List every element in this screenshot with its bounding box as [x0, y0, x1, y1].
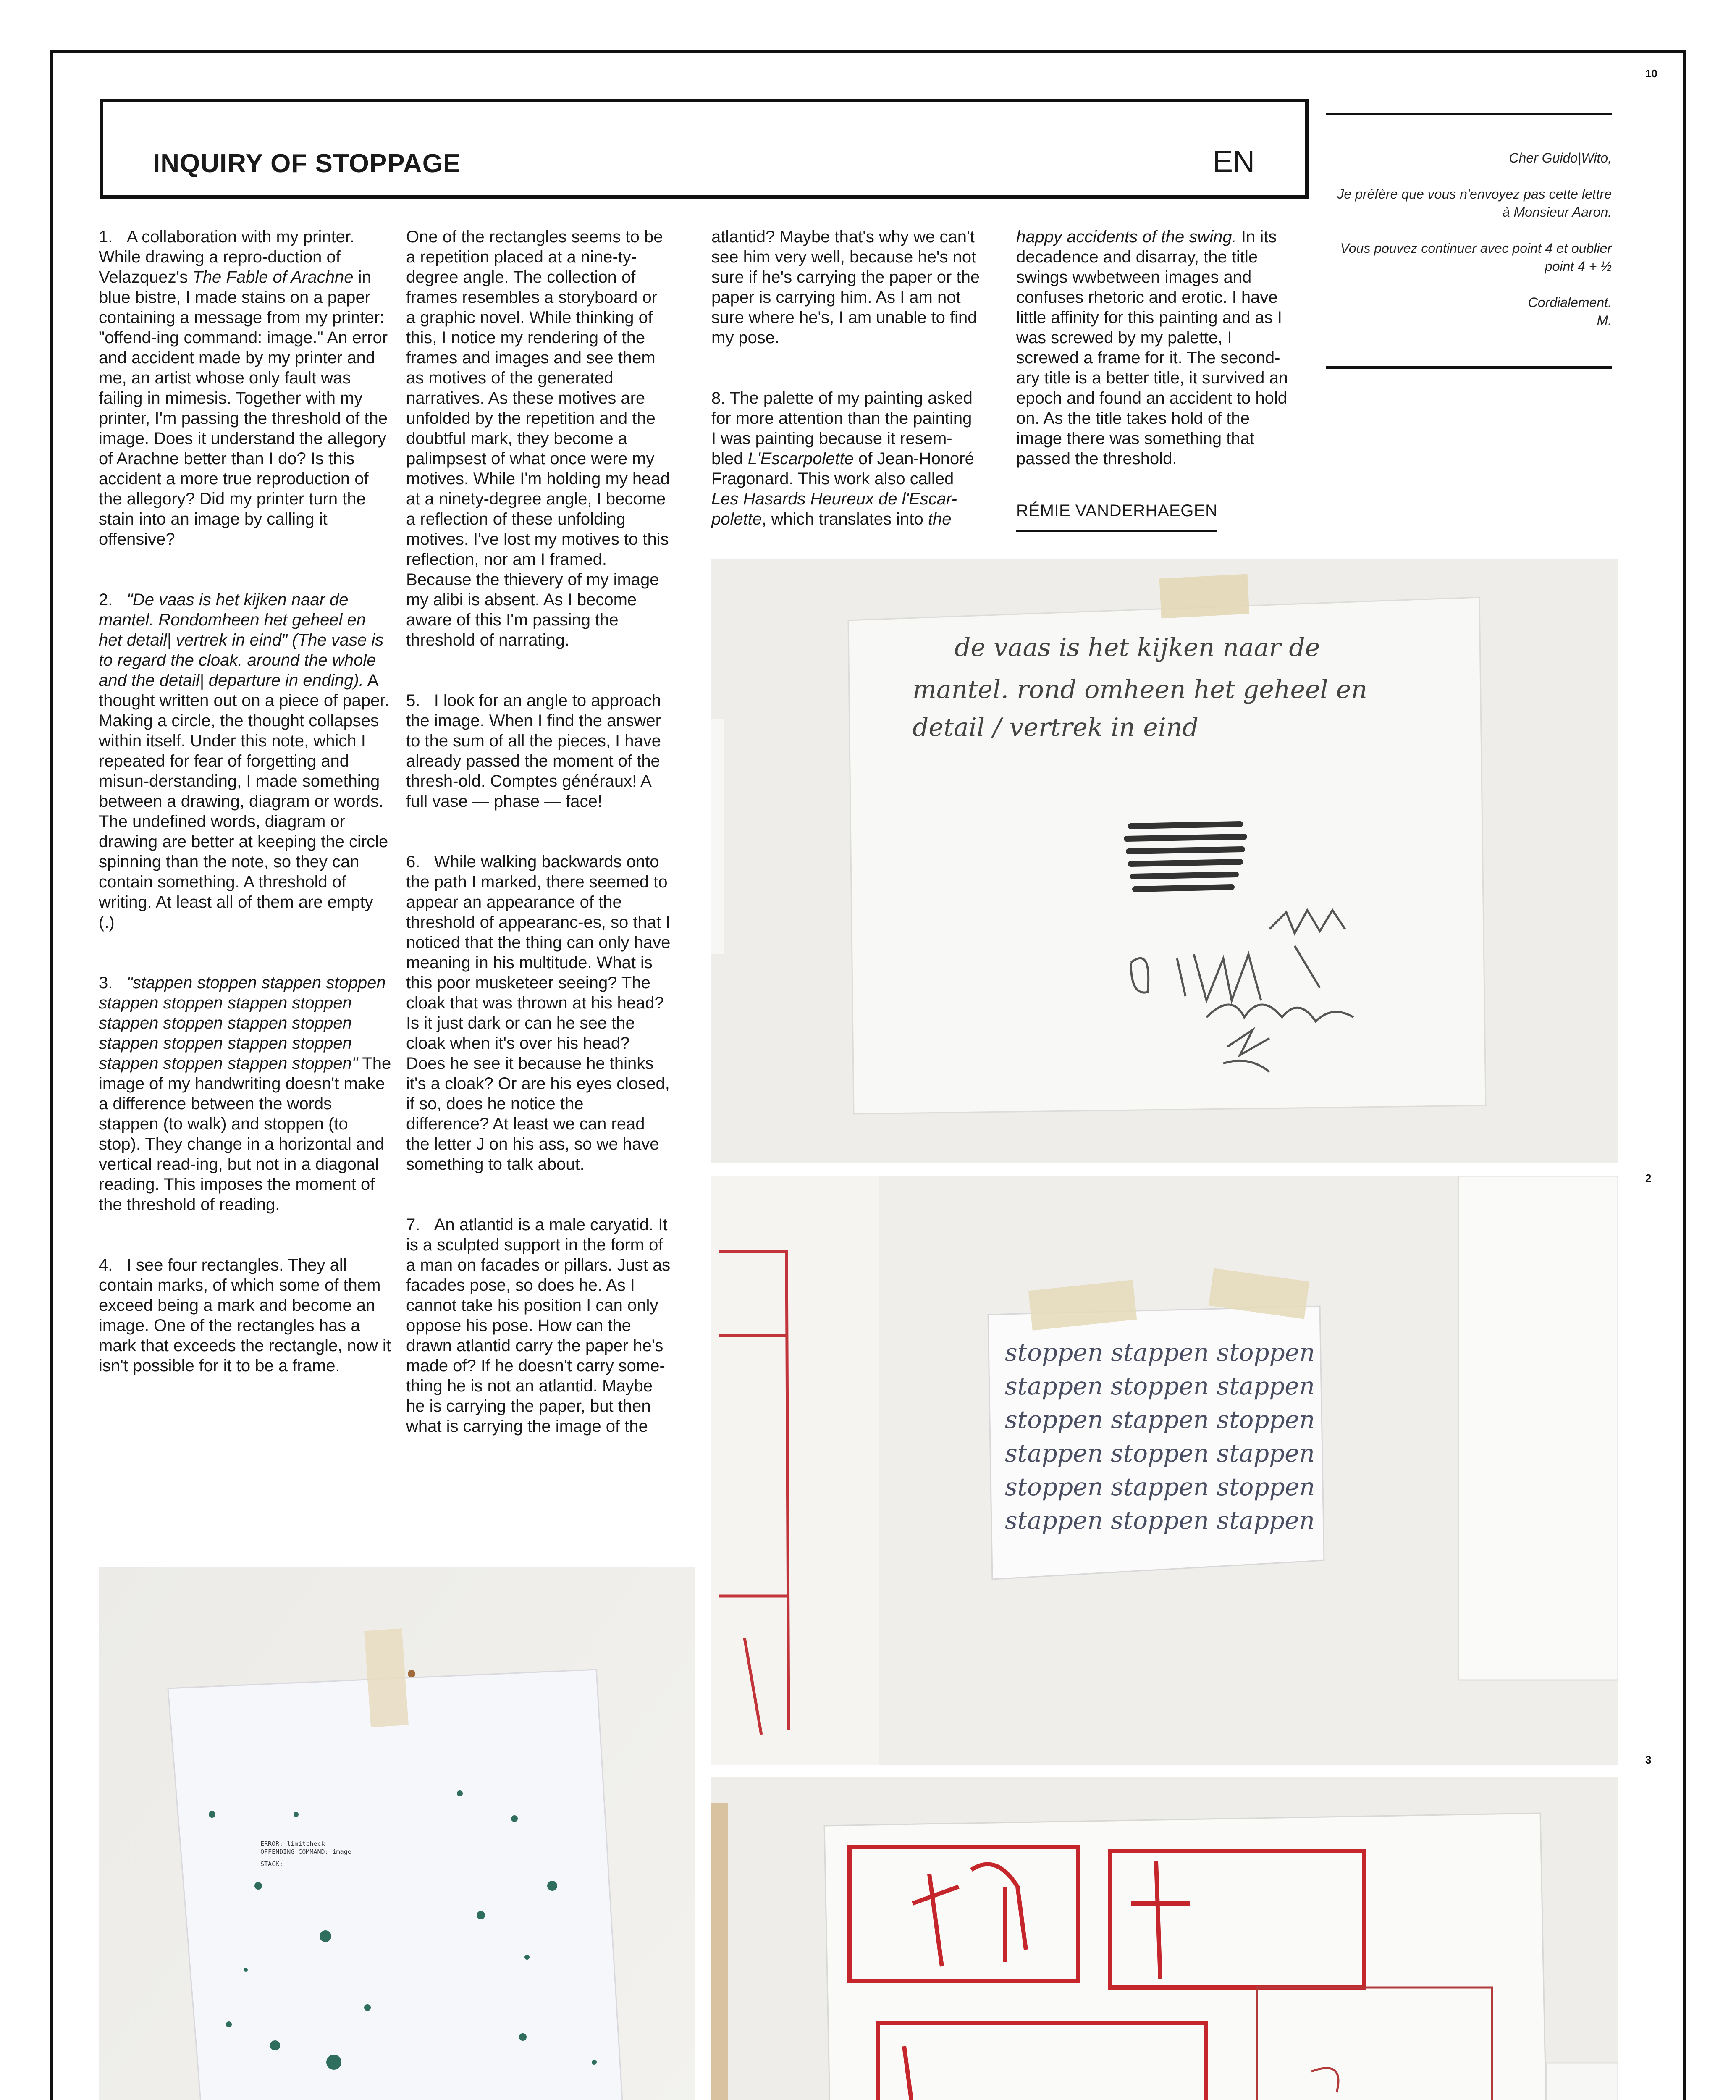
- paragraph-4: 4. I see four rectangles. They all contain marks, of which some of them exceed being a mark and become an image. One of the rectangles has a mark that exceeds the rectangle, now it isn't possible for it to be a frame.: [99, 1256, 391, 1375]
- page-title: INQUIRY OF STOPPAGE: [153, 149, 461, 178]
- photo-3-stappen-note: [711, 1176, 1618, 1765]
- note-line-2: mantel. rond omheen het geheel en: [913, 675, 1367, 704]
- photo-4-image: [711, 1777, 1618, 2100]
- paragraph-8: 8. The palette of my painting asked for more attention than the painting I was painting because it resem-bled L'Escarpolette of Jean-Honoré Fragonard. This work also called Les Hasards Heureux de l'Escar-polette, which translates into the: [711, 389, 974, 528]
- stappen-line: stoppen stappen stoppen: [1005, 1473, 1315, 1501]
- letter-top-rule: [1326, 113, 1612, 116]
- error-line-3: STACK:: [260, 1860, 283, 1868]
- header-box: [100, 99, 1309, 199]
- figure-number-2: 2: [1645, 1172, 1652, 1184]
- stappen-line: stappen stoppen stappen: [1005, 1506, 1315, 1535]
- letter-initial: M.: [1597, 313, 1612, 328]
- paragraph-1: 1. A collaboration with my printer. While drawing a repro-duction of Velazquez's The Fable of Arachne in blue bistre, I made stains on a paper containing a message from my printer: "offend-ing command: image." An error and accident made by my printer and me, an artist whose only fault was failing in mimesis. Together with my printer, I'm passing the threshold of the image. Does it understand the allegory of Arachne better than I do? Is this accident a more true reproduction of the allegory? Did my printer turn the stain into an image by calling it offensive?: [99, 228, 388, 549]
- text-column-3: [711, 227, 980, 529]
- text-column-4: [1016, 227, 1289, 469]
- letter-line: Vous pouvez continuer avec point 4 et oublier point 4 + ½: [1340, 241, 1612, 274]
- note-line-1: de vaas is het kijken naar de: [955, 633, 1320, 662]
- paragraph-5: 5. I look for an angle to approach the image. When I find the answer to the sum of all the pieces, I have already passed the moment of the thresh-old. Comptes généraux! A full vase — phase — face!: [406, 691, 661, 811]
- photo-4-red-rectangles: [711, 1777, 1618, 2100]
- error-line-2: OFFENDING COMMAND: image: [260, 1848, 351, 1856]
- stappen-line: stappen stoppen stappen: [1005, 1439, 1315, 1467]
- paragraph-7: 7. An atlantid is a male caryatid. It is a sculpted support in the form of a man on facades or pillars. Just as facades pose, so does he. As I cannot take his position I can only oppose his pose. How can the drawn atlantid carry the paper he's made of? If he doesn't carry some-thing he is not an atlantid. Maybe he is carrying the paper, but then what is carrying the image of the: [406, 1215, 671, 1436]
- paragraph-3: 3. "stappen stoppen stappen stoppen stappen stoppen stappen stoppen stappen stoppen stappen stoppen stappen stoppen stappen stoppen stappen stoppen stappen stoppen" The image of my handwriting doesn't make a difference between the words stappen (to walk) and stoppen (to stop). They change in a horizontal and vertical read-ing, but not in a diagonal reading. This imposes the moment of the threshold of reading.: [99, 974, 391, 1214]
- paragraph-6: 6. While walking backwards onto the path I marked, there seemed to appear an appearance of the threshold of appearanc-es, so that I noticed that the thing can only have meaning in his multitude. What is this poor musketeer seeing? The cloak that was thrown at his head? Is it just dark or can he see the cloak when it's over his head? Does he see it because he thinks it's a cloak? Or are his eyes closed, if so, does he notice the difference? At least we can read the letter J on his ass, so we have something to talk about.: [406, 853, 671, 1173]
- letter-closing: Cordialement.: [1528, 295, 1612, 310]
- photo-2-handwritten-note: [711, 559, 1618, 1163]
- photo-1-image: [99, 1567, 695, 2100]
- paragraph-4-continued: One of the rectangles seems to be a repetition placed at a nine-ty-degree angle. The collection of frames resembles a storyboard or a graphic novel. While thinking of this, I notice my rendering of the frames and images and see them as motives of the generated narratives. As these motives are unfolded by the repetition and the doubtful mark, they become a palimpsest of what once were my motives. While I'm holding my head at a ninety-degree angle, I become a reflection of these unfolding motives. I've lost my motives to this reflection, nor am I framed. Because the thievery of my image my alibi is absent. As I become aware of this I'm passing the threshold of narrating.: [406, 228, 670, 649]
- figure-number-3: 3: [1645, 1754, 1652, 1766]
- text-column-1: [99, 227, 393, 1376]
- stappen-line: stoppen stappen stoppen: [1005, 1338, 1315, 1367]
- note-line-3: detail / vertrek in eind: [913, 713, 1199, 742]
- author-signature: RÉMIE VANDERHAEGEN: [1016, 501, 1217, 532]
- stappen-line: stappen stoppen stappen: [1005, 1372, 1315, 1400]
- error-line-1: ERROR: limitcheck: [260, 1840, 325, 1848]
- stappen-line: stoppen stappen stoppen: [1005, 1405, 1315, 1434]
- text-column-2: [406, 227, 671, 1436]
- photo-3-image: [711, 1176, 1618, 1765]
- language-label: EN: [1212, 145, 1255, 178]
- paragraph-2: 2. "De vaas is het kijken naar de mantel. Rondomheen het geheel en het detail| vertrek in eind" (The vase is to regard the cloak. around the whole and the detail| departure in ending). A thought written out on a piece of paper. Making a circle, the thought collapses within itself. Under this note, which I repeated for fear of forgetting and misun-derstanding, I made something between a drawing, diagram or words. The undefined words, diagram or drawing are better at keeping the circle spinning than the note, so they can contain something. A threshold of writing. At least all of them are empty (.): [99, 591, 389, 932]
- letter-line: Je préfère que vous n'envoyez pas cette lettre à Monsieur Aaron.: [1337, 186, 1612, 220]
- paragraph-7-continued: atlantid? Maybe that's why we can't see him very well, because he's not sure if he's carrying the paper or the paper is carrying him. As I am not sure where he's, I am unable to find my pose.: [711, 228, 980, 347]
- photo-1-stained-printout: [99, 1567, 695, 2100]
- page-number: 10: [1645, 67, 1657, 80]
- photo-2-image: [711, 559, 1618, 1163]
- letter-salutation: Cher Guido|Wito,: [1509, 150, 1612, 165]
- letter-note: [1327, 149, 1612, 330]
- paragraph-8-continued: happy accidents of the swing. In its decadence and disarray, the title swings wwbetween images and confuses rhetoric and erotic. I have little affinity for this painting and as I was screwed by my palette, I screwed a frame for it. The second-ary title is a better title, it survived an epoch and found an accident to hold on. As the title takes hold of the image there was something that passed the threshold.: [1016, 228, 1288, 468]
- letter-bottom-rule: [1326, 366, 1612, 369]
